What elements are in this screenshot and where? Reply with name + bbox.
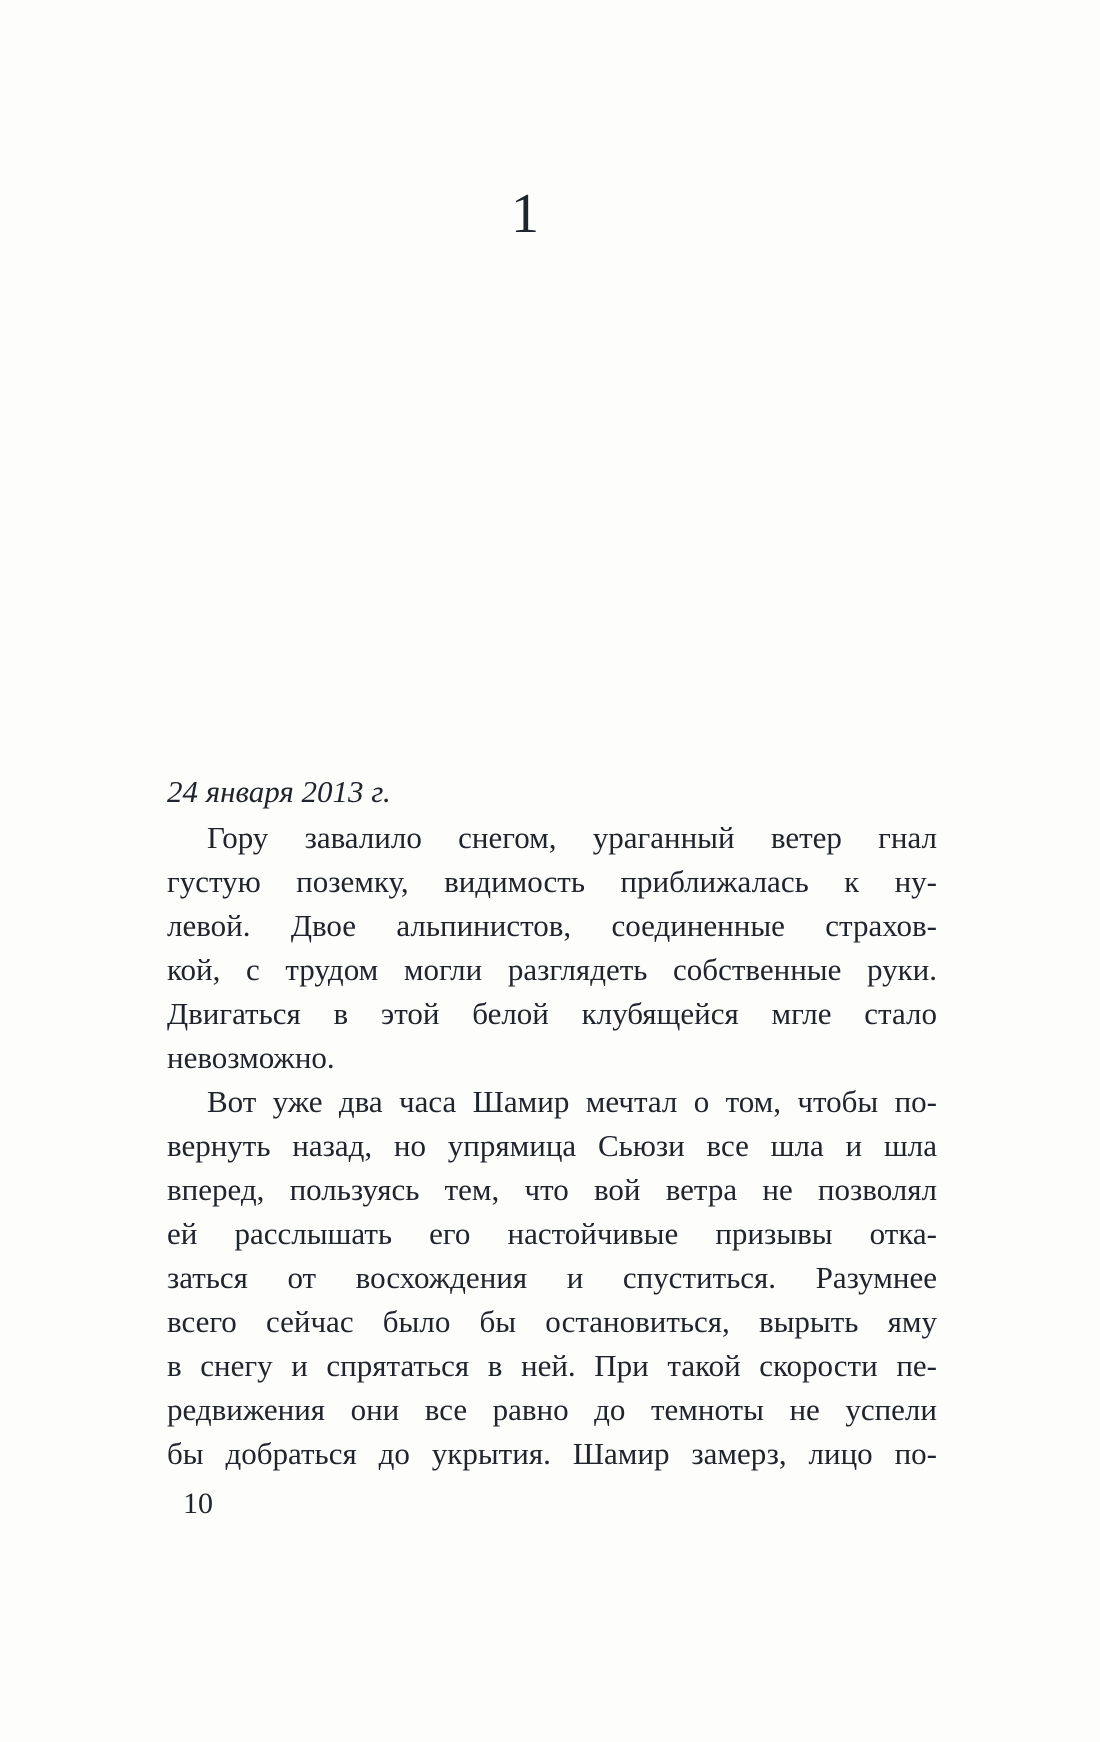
text-line: вернуть назад, но упрямица Сьюзи все шла и шла (167, 1128, 937, 1163)
text-column (167, 770, 937, 1476)
text-line: заться от восхождения и спуститься. Разумнее (167, 1260, 937, 1295)
text-line: левой. Двое альпинистов, соединенные страхов- (167, 908, 937, 943)
text-line: Вот уже два часа Шамир мечтал о том, чтобы по- (207, 1084, 937, 1119)
date-line: 24 января 2013 г. (167, 774, 391, 809)
text-line: всего сейчас было бы остановиться, вырыть яму (167, 1304, 937, 1339)
text-line: в снегу и спрятаться в ней. При такой скорости пе- (167, 1348, 937, 1383)
paragraph-2 (167, 1080, 937, 1476)
text-line: невозможно. (167, 1040, 335, 1075)
text-line: ей расслышать его настойчивые призывы отка- (167, 1216, 937, 1251)
text-line: вперед, пользуясь тем, что вой ветра не позволял (167, 1172, 937, 1207)
text-line: редвижения они все равно до темноты не успели (167, 1392, 937, 1427)
text-line: кой, с трудом могли разглядеть собственные руки. (167, 952, 937, 987)
text-line: густую поземку, видимость приближалась к ну- (167, 864, 937, 899)
text-line: Двигаться в этой белой клубящейся мгле стало (167, 996, 937, 1031)
chapter-heading: 1 (511, 183, 539, 245)
page-number: 10 (183, 1487, 213, 1520)
paragraph-1 (167, 816, 937, 1080)
text-line: Гору завалило снегом, ураганный ветер гнал (207, 820, 937, 855)
text-line: бы добраться до укрытия. Шамир замерз, лицо по- (167, 1436, 937, 1471)
